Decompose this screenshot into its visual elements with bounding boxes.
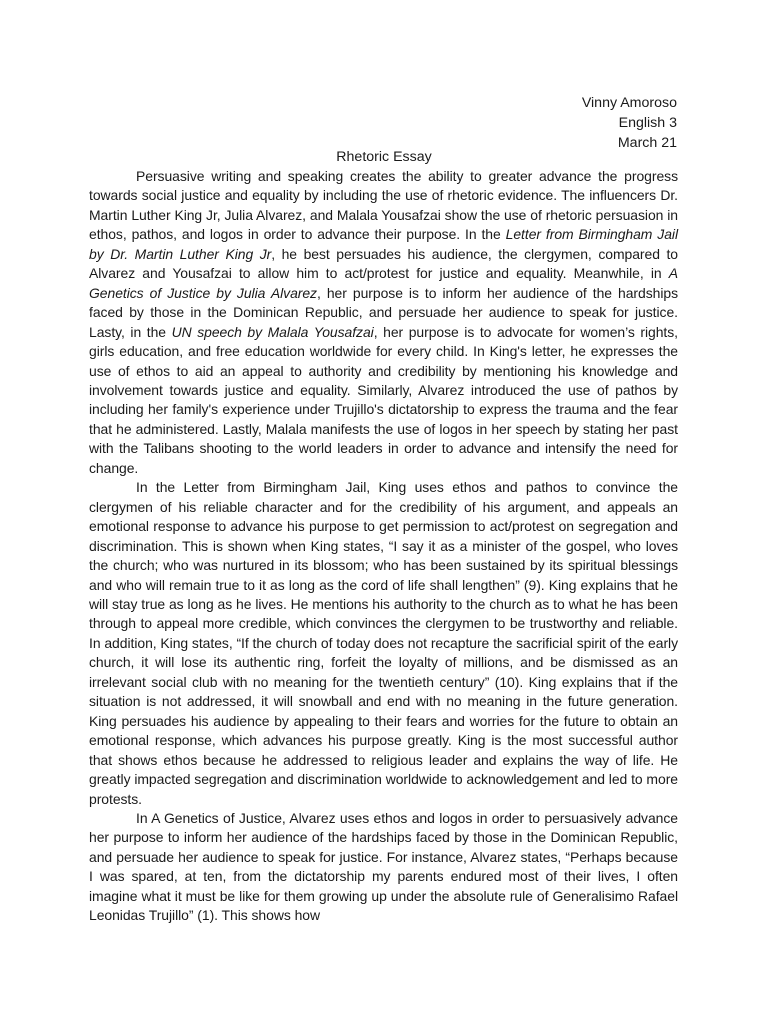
text-run: , her purpose is to inform her audience of the hardships faced by those in the Dominican Republic, and persuade her audience to speak for justice. Lasty, in the xyxy=(89,284,678,340)
paragraph-3 xyxy=(89,809,678,926)
text-run: , he best persuades his audience, the clergymen, compared to Alvarez and Yousafzai to allow him to act/protest for justice and equality. Meanwhile, in xyxy=(89,245,678,282)
italic-title-run: UN speech by Malala Yousafzai xyxy=(171,323,374,340)
paragraph-1 xyxy=(89,167,678,478)
italic-title-run: Letter from Birmingham Jail by Dr. Martin Luther King Jr xyxy=(89,226,678,262)
essay-title: Rhetoric Essay xyxy=(336,149,432,165)
essay-body xyxy=(89,167,678,926)
text-run: In A Genetics of Justice, Alvarez uses ethos and logos in order to persuasively advance her purpose to inform her audience of the hardships faced by those in the Dominican Republic, and persuade her audience to speak for justice. For instance, Alvarez states, “Perhaps because I was spared, at ten, from the dictatorship my parents endured most of their lives, I often imagine what it must be like for them growing up under the absolute rule of Generalisimo Rafael Leonidas Trujillo” (1). This shows how xyxy=(89,809,678,924)
text-run: In the Letter from Birmingham Jail, King uses ethos and pathos to convince the clergymen of his reliable character and for the credibility of his argument, and appeals an emotional response to advance his purpose to get permission to act/protest on segregation and discrimination. This is shown when King states, “I say it as a minister of the gospel, who loves the church; who was nurtured in its blossom; who has been sustained by its spiritual blessings and who will remain true to it as long as the cord of life shall lengthen” (9). King explains that he will stay true as long as he lives. He mentions his authority to the church as to what he has been through to appeal more credible, which convinces the clergymen to be trustworthy and reliable. In addition, King states, “If the church of today does not recapture the sacrificial spirit of the early church, it will lose its authentic ring, forfeit the loyalty of millions, and be dismissed as an irrelevant social club with no meaning for the twentieth century” (10). King explains that if the situation is not addressed, it will snowball and end with no meaning in the future generation. King persuades his audience by appealing to their fears and worries for the future to obtain an emotional response, which advances his purpose greatly. King is the most successful author that shows ethos because he addressed to religious leader and explains the way of life. He greatly impacted segregation and discrimination worldwide to acknowledgement and led to more protests. xyxy=(89,479,679,807)
header-block xyxy=(582,94,677,153)
italic-title-run: A Genetics of Justice by Julia Alvarez xyxy=(89,265,678,301)
author-name: Vinny Amoroso xyxy=(581,95,677,111)
course-name: English 3 xyxy=(618,114,677,131)
text-run: , her purpose is to advocate for women’s rights, girls education, and free education worldwide for every child. In King's letter, he expresses the use of ethos to aid an appeal to authority and credibility by mentioning his knowledge and involvement towards justice and equality. Similarly, Alvarez introduced the use of pathos by including her family's experience under Trujillo's dictatorship to express the trauma and the fear that he administered. Lastly, Malala manifests the use of logos in her speech by stating her past with the Talibans shooting to the world leaders in order to advance and intensify the need for change. xyxy=(89,323,678,476)
essay-date: March 21 xyxy=(617,134,677,151)
text-run: Persuasive writing and speaking creates the ability to greater advance the progress towards social justice and equality by including the use of rhetoric evidence. The influencers Dr. Martin Luther King Jr, Julia Alvarez, and Malala Yousafzai show the use of rhetoric persuasion in ethos, pathos, and logos in order to advance their purpose. In the xyxy=(89,168,678,243)
paragraph-2 xyxy=(89,478,678,809)
